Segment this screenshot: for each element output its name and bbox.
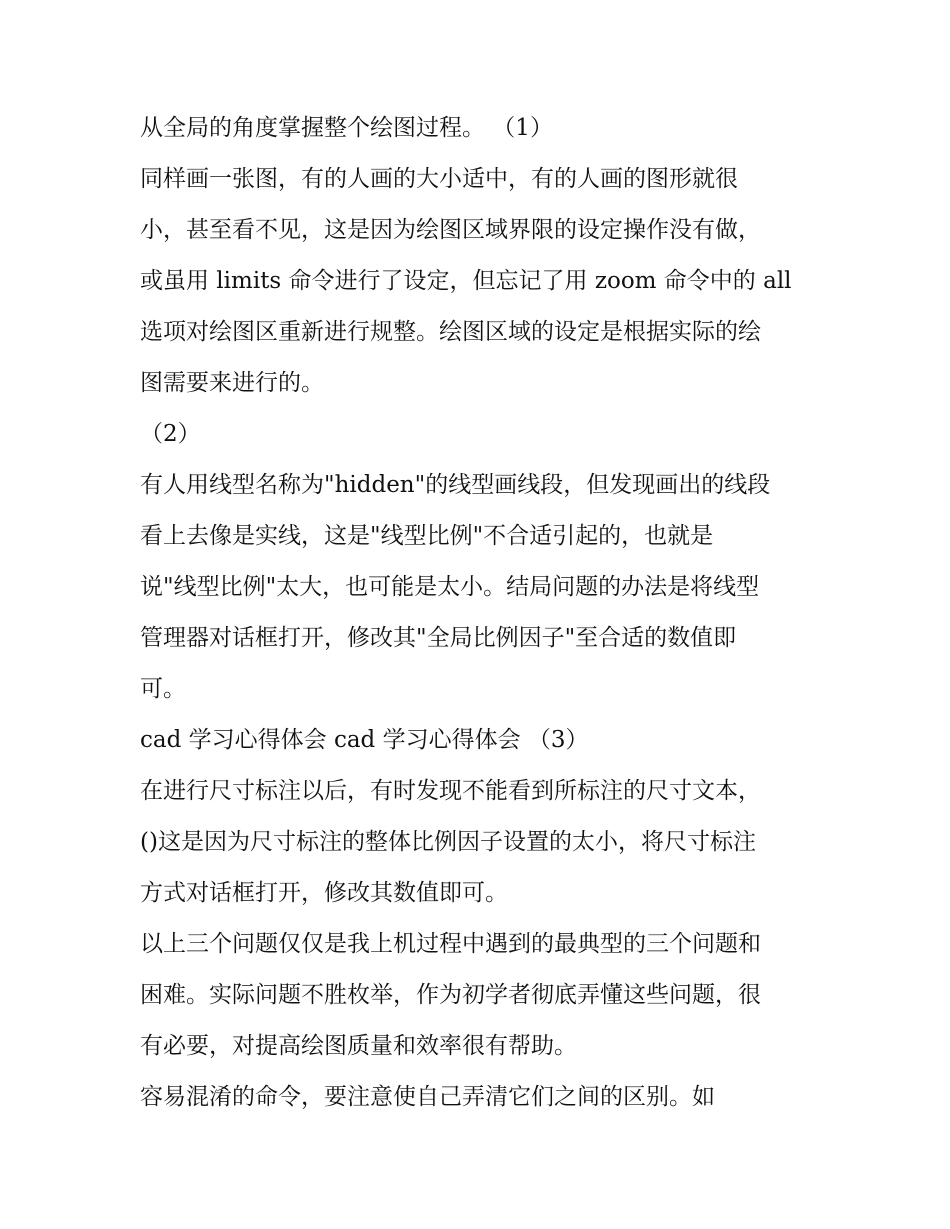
text-line: 小，甚至看不见，这是因为绘图区域界限的设定操作没有做，: [140, 217, 761, 243]
text-line: 说"线型比例"太大，也可能是太小。结局问题的办法是将线型: [140, 574, 760, 600]
text-line: 从全局的角度掌握整个绘图过程。 （1）: [140, 115, 553, 141]
text-line: 看上去像是实线，这是"线型比例"不合适引起的，也就是: [140, 523, 714, 549]
text-line: （2）: [140, 421, 201, 447]
text-line: 有必要，对提高绘图质量和效率很有帮助。: [140, 1033, 577, 1059]
text-line: 方式对话框打开，修改其数值即可。: [140, 880, 508, 906]
document-body: [140, 103, 820, 1123]
text-line: 管理器对话框打开，修改其"全局比例因子"至合适的数值即: [140, 625, 737, 651]
text-line: 或虽用 limits 命令进行了设定，但忘记了用 zoom 命令中的 all: [140, 268, 792, 294]
text-line: 在进行尺寸标注以后，有时发现不能看到所标注的尺寸文本，: [140, 778, 761, 804]
text-line: cad 学习心得体会 cad 学习心得体会 （3）: [140, 727, 589, 753]
text-line: 选项对绘图区重新进行规整。绘图区域的设定是根据实际的绘: [140, 319, 761, 345]
text-line: 以上三个问题仅仅是我上机过程中遇到的最典型的三个问题和: [140, 931, 761, 957]
text-line: 有人用线型名称为"hidden"的线型画线段，但发现画出的线段: [140, 472, 771, 498]
text-line: 同样画一张图，有的人画的大小适中，有的人画的图形就很: [140, 166, 738, 192]
text-line: ()这是因为尺寸标注的整体比例因子设置的太小，将尺寸标注: [140, 829, 756, 855]
text-line: 困难。实际问题不胜枚举，作为初学者彻底弄懂这些问题，很: [140, 982, 761, 1008]
text-line: 图需要来进行的。: [140, 370, 324, 396]
text-line: 容易混淆的命令，要注意使自己弄清它们之间的区别。如: [140, 1084, 715, 1110]
text-line: 可。: [140, 676, 186, 702]
